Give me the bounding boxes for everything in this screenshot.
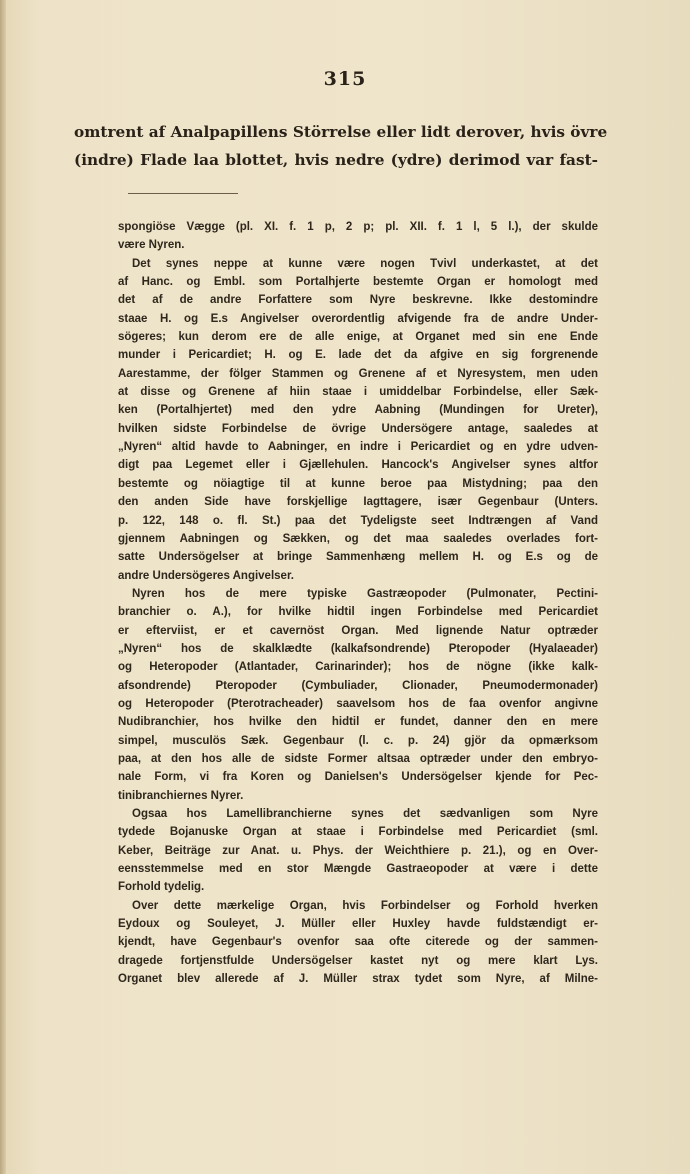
- footnote-line: Forhold tydelig.: [118, 881, 205, 894]
- footnote-line: dragede fortjenstfulde Undersögelser kastet nyt og mere klart Lys.: [118, 954, 598, 967]
- footnote-line: paa, at den hos alle de sidste Former altsaa optræder under den embryo-: [118, 752, 598, 765]
- footnote-line: Det synes neppe at kunne være nogen Tvivl underkastet, at det: [132, 257, 598, 270]
- footnote-line: Organet blev allerede af J. Müller strax tydet som Nyre, af Milne-: [118, 973, 598, 986]
- footnote-line: bestemte og nöiagtige til at kunne beroe paa Mistydning; paa den: [118, 477, 598, 490]
- footnote-line: være Nyren.: [118, 239, 185, 252]
- footnote-line: „Nyren“ altid havde to Aabninger, en indre i Pericardiet og en ydre udven-: [118, 441, 598, 454]
- footnote-line: Aarestamme, der fölger Stammen og Grenene af et Nyresystem, men uden: [118, 367, 598, 380]
- footnote-line: er efterviist, er et cavernöst Organ. Med lignende Natur optræder: [118, 624, 598, 637]
- footnote-line: branchier o. A.), for hvilke hidtil ingen Forbindelse med Pericardiet: [118, 606, 598, 619]
- footnote-line: og Heteropoder (Atlantader, Carinarinder); hos de nögne (ikke kalk-: [118, 661, 598, 674]
- footnote-line: ken (Portalhjertet) med den ydre Aabning (Mundingen for Ureter),: [118, 404, 598, 417]
- footnote-line: sögeres; kun derom ere de alle enige, at Organet med sin ene Ende: [118, 331, 598, 344]
- footnote-line: tydede Bojanuske Organ at staae i Forbindelse med Pericardiet (sml.: [118, 826, 598, 839]
- footnote-line: Ogsaa hos Lamellibranchierne synes det sædvanligen som Nyre: [132, 808, 598, 820]
- footnote-line: og Heteropoder (Pterotracheader) saavelsom hos de faa ovenfor angivne: [118, 697, 598, 710]
- footnote-line: nale Form, vi fra Koren og Danielsen's Undersögelser kjende for Pec-: [118, 771, 598, 784]
- footnote-line: Eydoux og Souleyet, J. Müller eller Huxley havde fuldstændigt er-: [118, 918, 598, 931]
- footnote-line: af Hanc. og Embl. som Portalhjerte bestemte Organ er homologt med: [118, 276, 598, 289]
- footnote-line: Nyren hos de mere typiske Gastræopoder (Pulmonater, Pectini-: [132, 587, 598, 600]
- main-text-line: (indre) Flade laa blottet, hvis nedre (ydre) derimod var fast-: [74, 151, 598, 169]
- footnote-line: satte Undersögelser at bringe Sammenhæng mellem H. og E.s og de: [118, 551, 598, 564]
- page-spine-shadow: [0, 0, 6, 1174]
- footnote-block: [118, 218, 598, 988]
- footnote-line: afsondrende) Pteropoder (Cymbuliader, Clionader, Pneumodermonader): [118, 679, 598, 692]
- footnote-line: tinibranchiernes Nyrer.: [118, 789, 244, 802]
- footnote-line: staae H. og E.s Angivelser overordentlig afvigende fra de andre Under-: [118, 312, 598, 325]
- footnote-line: kjendt, have Gegenbaur's ovenfor saa ofte citerede og der sammen-: [118, 936, 598, 949]
- footnote-line: spongiöse Vægge (pl. XI. f. 1 p, 2 p; pl. XII. f. 1 l, 5 l.), der skulde: [118, 221, 598, 233]
- footnote-line: andre Undersögeres Angivelser.: [118, 569, 294, 582]
- footnote-line: gjennem Aabningen og Sækken, og det maa saaledes overlades fort-: [118, 532, 598, 545]
- footnote-line: Over dette mærkelige Organ, hvis Forbindelser og Forhold hverken: [132, 899, 598, 912]
- page-number: 315: [323, 68, 367, 90]
- footnote-line: den anden Side have forskjellige Iagttagere, især Gegenbaur (Unters.: [118, 496, 598, 509]
- footnote-line: det af de andre Forfattere som Nyre beskrevne. Ikke destomindre: [118, 294, 598, 307]
- footnote-line: hvilken sidste Forbindelse de övrige Undersögere antage, saaledes at: [118, 422, 598, 435]
- footnote-line: munder i Pericardiet; H. og E. lade det da afgive en sig forgrenende: [118, 349, 598, 362]
- footnote-separator: [128, 193, 238, 194]
- footnote-line: „Nyren“ hos de skalklædte (kalkafsondrende) Pteropoder (Hyalaeader): [118, 642, 598, 655]
- footnote-line: p. 122, 148 o. fl. St.) paa det Tydeligste seet Indtrængen af Vand: [118, 514, 598, 527]
- main-text-line: omtrent af Analpapillens Störrelse eller lidt derover, hvis övre: [74, 123, 608, 141]
- footnote-line: simpel, musculös Sæk. Gegenbaur (l. c. p. 24) gjör da opmærksom: [118, 734, 598, 747]
- footnote-line: Keber, Beiträge zur Anat. u. Phys. der Weichthiere p. 21.), og en Over-: [118, 844, 598, 857]
- footnote-line: Nudibranchier, hos hvilke den hidtil er fundet, danner den en mere: [118, 716, 598, 729]
- footnote-line: at disse og Grenene af hiin staae i umiddelbar Forbindelse, eller Sæk-: [118, 386, 598, 399]
- main-text-block: [74, 118, 608, 174]
- footnote-line: digt paa Legemet eller i Gjællehulen. Hancock's Angivelser synes altfor: [118, 459, 598, 472]
- footnote-line: eensstemmelse med en stor Mængde Gastraeopoder at være i dette: [118, 863, 598, 876]
